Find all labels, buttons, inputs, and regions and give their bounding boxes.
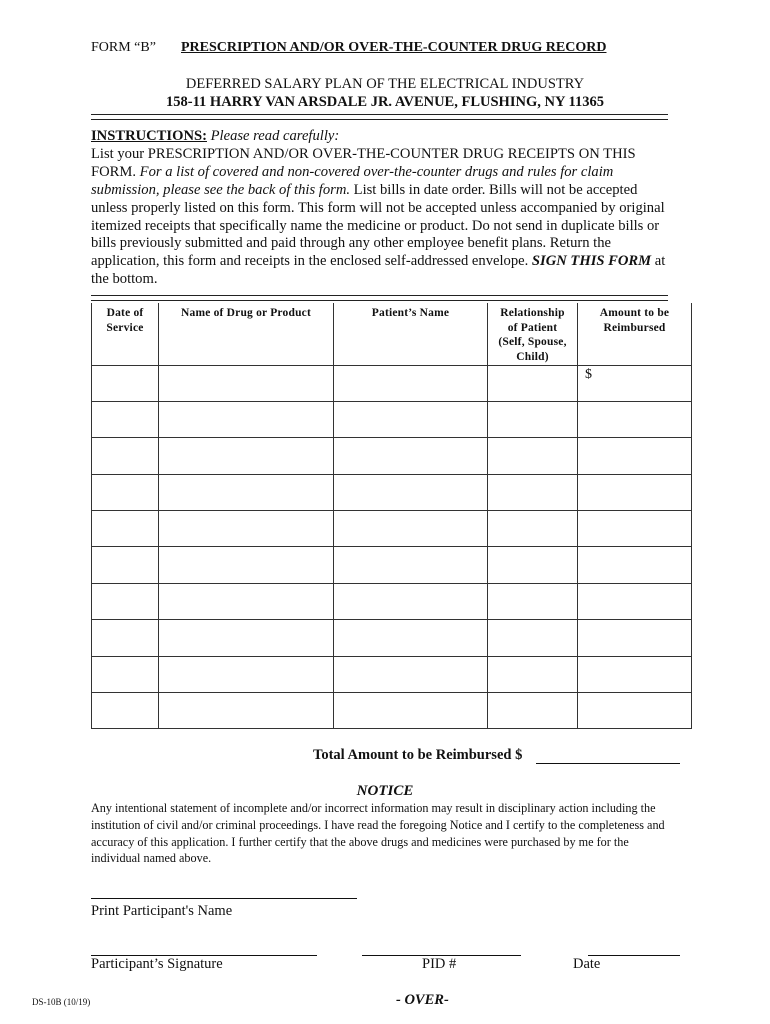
instructions-italic-note: For a list of covered and non-covered over-the-counter drugs and rules for claim submission, please see the back of this form. [91,163,614,198]
amount-cell[interactable] [578,511,692,547]
patient-cell[interactable] [334,474,488,510]
table-row [92,583,692,619]
drug-cell[interactable] [159,474,334,510]
col-header-relationship: Relationship of Patient (Self, Spouse, Child) [488,303,578,365]
table-header-row [92,303,692,365]
table-row [92,511,692,547]
relationship-cell[interactable] [488,620,578,656]
patient-cell[interactable] [334,547,488,583]
over-note: - OVER- [396,992,449,1008]
organization-address: 158-11 HARRY VAN ARSDALE JR. AVENUE, FLUSHING, NY 11365 [166,94,604,110]
currency-symbol: $ [585,366,592,382]
table-row [92,474,692,510]
drug-cell[interactable] [159,438,334,474]
instructions-label: INSTRUCTIONS: [91,128,207,144]
form-label: FORM “B” [91,40,156,55]
total-label: Total Amount to be Reimbursed $ [313,747,523,763]
date-cell[interactable] [92,438,159,474]
table-row [92,438,692,474]
amount-cell[interactable] [578,365,692,401]
table-row [92,620,692,656]
table-row [92,547,692,583]
table-row [92,656,692,692]
relationship-cell[interactable] [488,511,578,547]
drug-cell[interactable] [159,365,334,401]
relationship-cell[interactable] [488,474,578,510]
date-field[interactable] [588,955,680,956]
amount-cell[interactable] [578,620,692,656]
sign-form-emphasis: SIGN THIS FORM [531,253,652,270]
date-cell[interactable] [92,583,159,619]
drug-cell[interactable] [159,401,334,437]
date-cell[interactable] [92,693,159,729]
patient-cell[interactable] [334,656,488,692]
instructions-block [91,128,671,289]
signature-label: Participant’s Signature [91,956,223,972]
drug-record-table [91,303,692,729]
col-header-patient: Patient’s Name [334,303,488,365]
relationship-cell[interactable] [488,547,578,583]
notice-title: NOTICE [356,783,414,799]
col-header-amount: Amount to be Reimbursed [578,303,692,365]
relationship-cell[interactable] [488,365,578,401]
form-title: PRESCRIPTION AND/OR OVER-THE-COUNTER DRUG RECORD [181,40,607,55]
table-row [92,365,692,401]
patient-cell[interactable] [334,511,488,547]
date-cell[interactable] [92,656,159,692]
amount-cell[interactable] [578,474,692,510]
patient-cell[interactable] [334,693,488,729]
drug-cell[interactable] [159,656,334,692]
date-cell[interactable] [92,365,159,401]
drug-cell[interactable] [159,547,334,583]
patient-cell[interactable] [334,583,488,619]
date-cell[interactable] [92,511,159,547]
drug-cell[interactable] [159,620,334,656]
drug-cell[interactable] [159,693,334,729]
relationship-cell[interactable] [488,693,578,729]
patient-cell[interactable] [334,365,488,401]
header-divider [91,114,668,120]
col-header-drug: Name of Drug or Product [159,303,334,365]
instructions-text-2: List bills in date order. Bills will not be accepted unless properly listed on this form. This form will not be accepted unless accompanied by original itemized receipts that specifically name the medicine or product. Do not send in duplicate bills or bills previously submitted and paid through any other employee benefit plans. Return the application, this form and receipts in the enclosed self-addressed envelope. [91,181,665,270]
table-row [92,401,692,437]
total-amount-field[interactable] [536,763,680,764]
drug-cell[interactable] [159,511,334,547]
patient-cell[interactable] [334,401,488,437]
pid-label: PID # [422,956,457,972]
print-name-field[interactable] [91,898,357,899]
print-name-label: Print Participant's Name [91,903,233,919]
patient-cell[interactable] [334,620,488,656]
drug-cell[interactable] [159,583,334,619]
relationship-cell[interactable] [488,656,578,692]
amount-cell[interactable] [578,401,692,437]
date-cell[interactable] [92,474,159,510]
instructions-divider [91,295,668,301]
instructions-subtitle: Please read carefully: [210,128,340,144]
amount-cell[interactable] [578,656,692,692]
patient-cell[interactable] [334,438,488,474]
instructions-text-1: List your PRESCRIPTION AND/OR OVER-THE-COUNTER DRUG RECEIPTS ON THIS FORM. [91,145,636,180]
date-cell[interactable] [92,620,159,656]
relationship-cell[interactable] [488,438,578,474]
date-cell[interactable] [92,401,159,437]
amount-cell[interactable] [578,547,692,583]
date-label: Date [573,956,601,972]
organization-name: DEFERRED SALARY PLAN OF THE ELECTRICAL INDUSTRY [185,76,585,92]
notice-text: Any intentional statement of incomplete and/or incorrect information may result in disciplinary action including the institution of civil and/or criminal proceedings. I have read the foregoing Notice and I certify to the completeness and accuracy of this application. I further certify that the above drugs and medicines were purchased by me for the individual named above. [91,801,665,866]
date-cell[interactable] [92,547,159,583]
table-row [92,693,692,729]
col-header-date: Date of Service [92,303,159,365]
form-code: DS-10B (10/19) [32,997,91,1007]
amount-cell[interactable] [578,438,692,474]
relationship-cell[interactable] [488,583,578,619]
instructions-text-3: at the bottom. [91,253,666,288]
amount-cell[interactable] [578,583,692,619]
relationship-cell[interactable] [488,401,578,437]
amount-cell[interactable] [578,693,692,729]
